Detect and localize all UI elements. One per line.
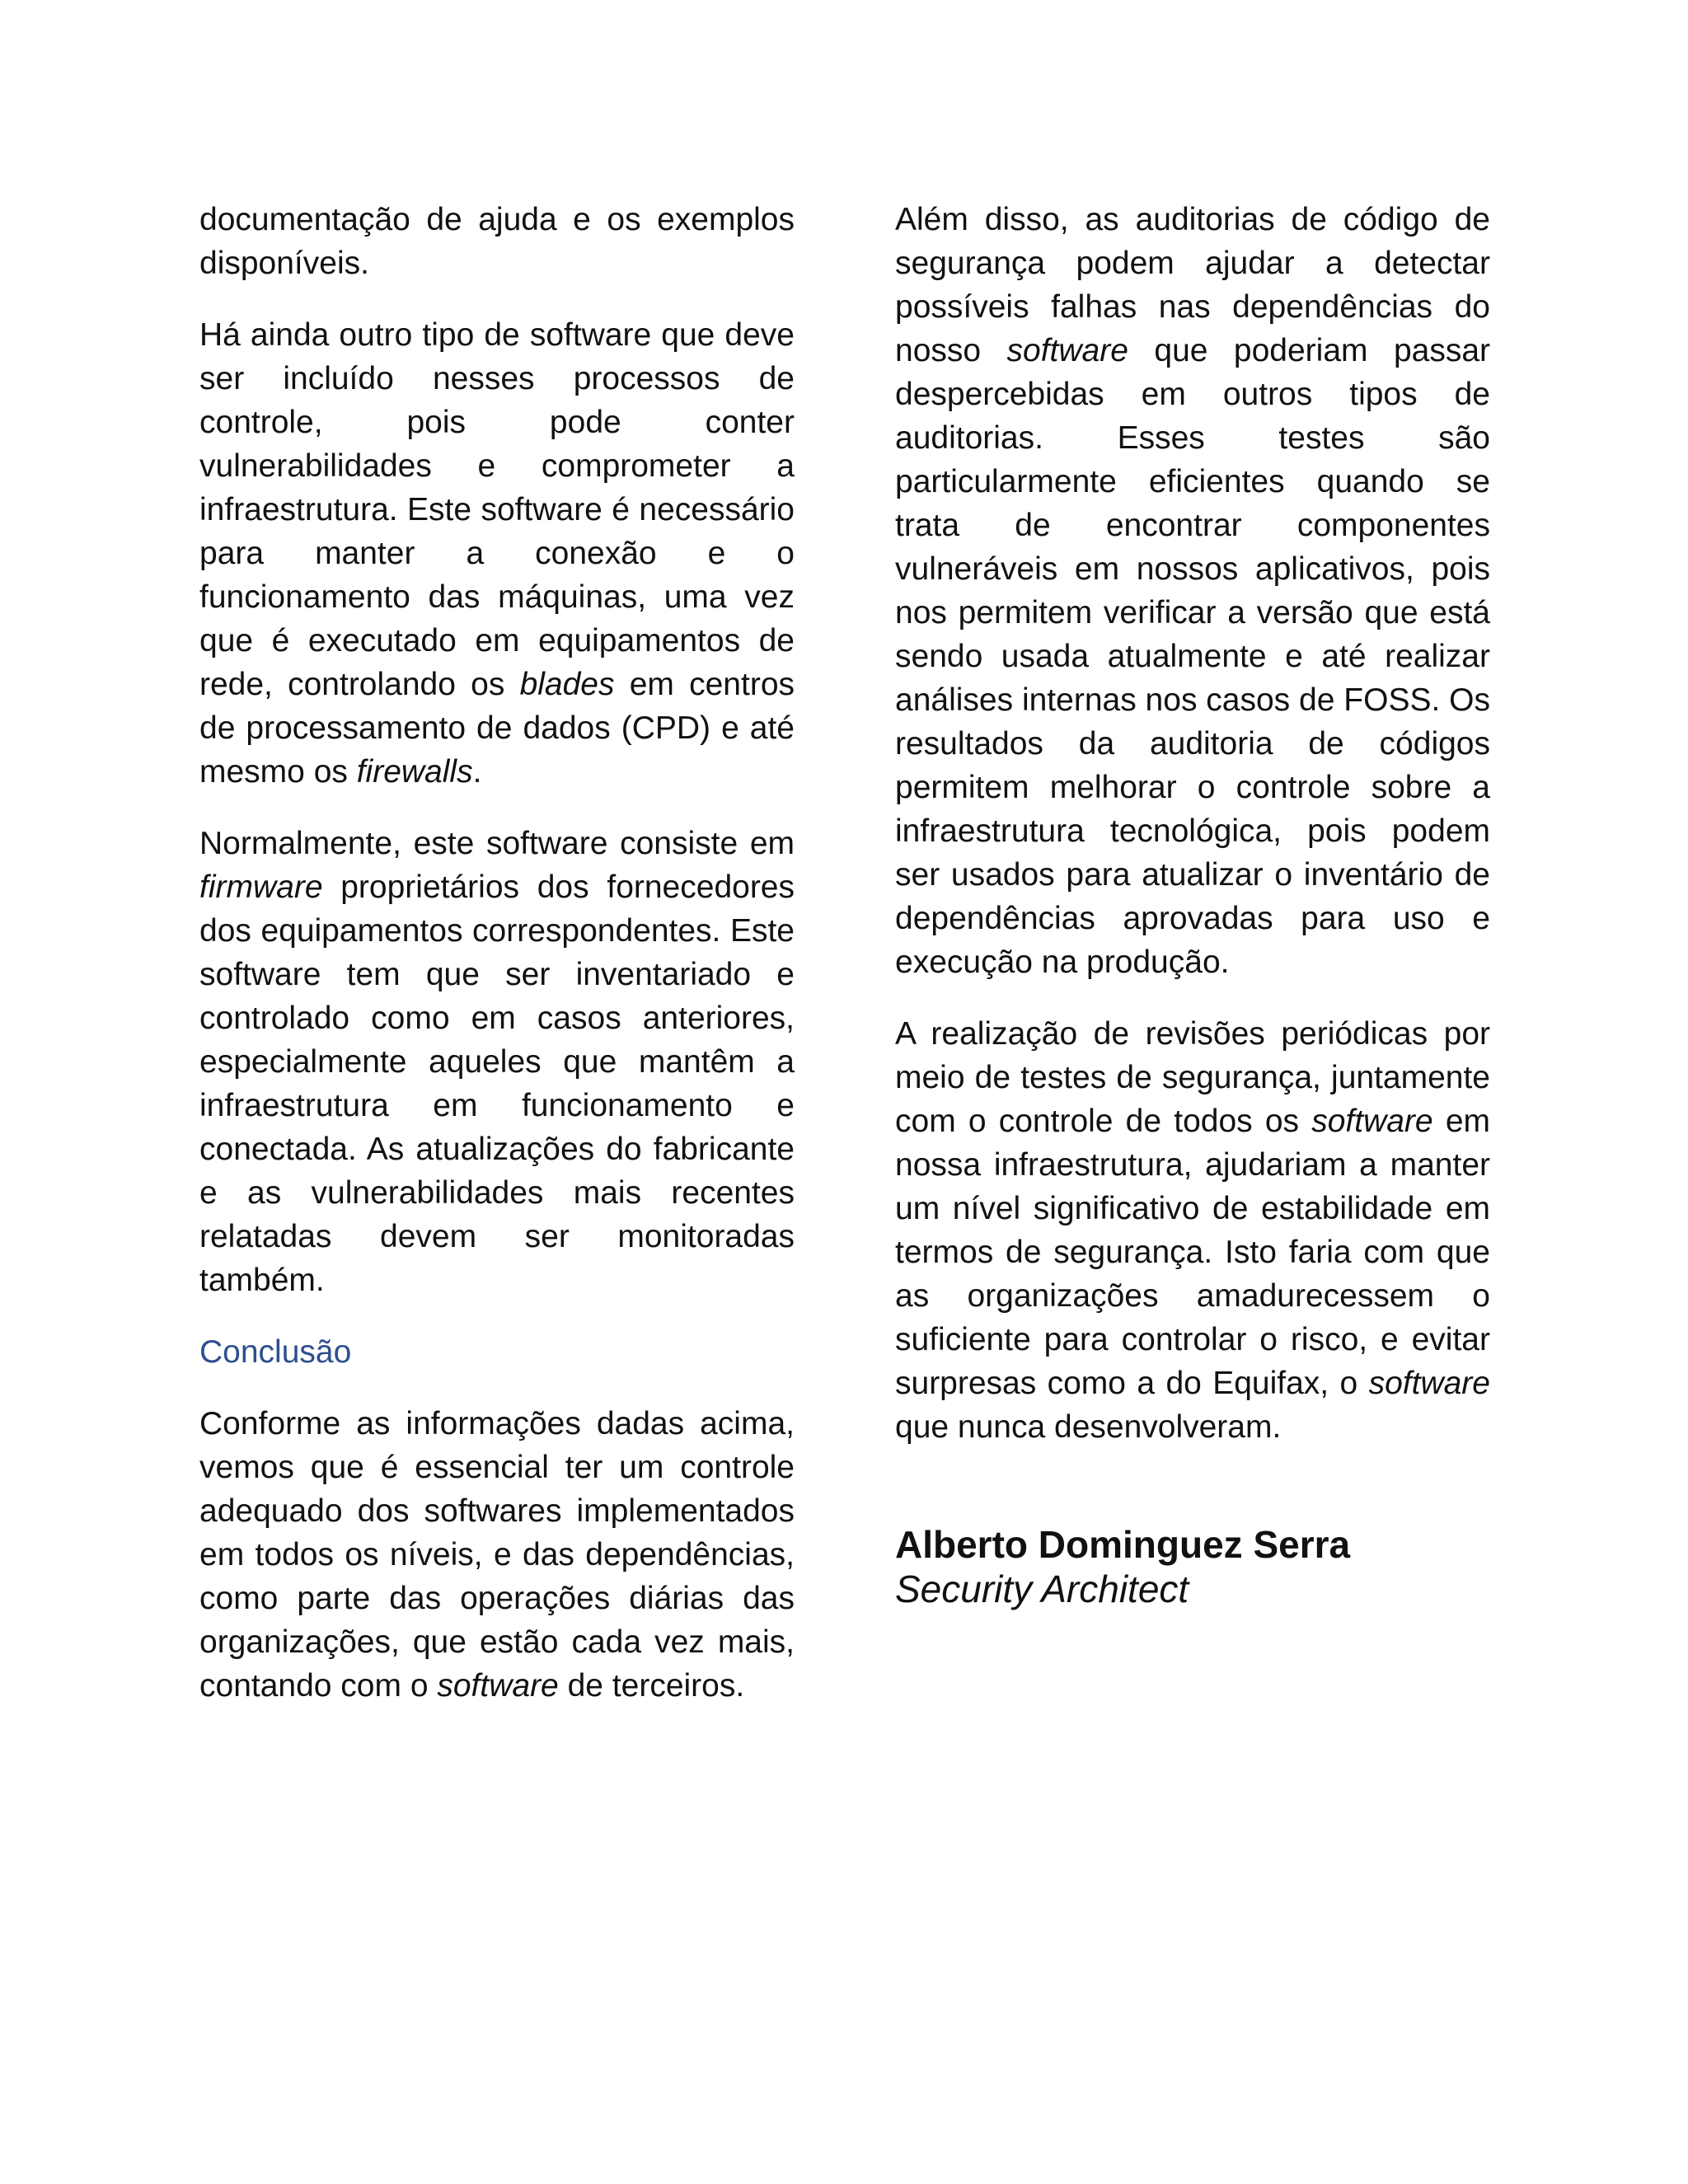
paragraph-firmware: Normalmente, este software consiste em firmware proprietários dos fornecedores dos equipamentos correspondentes. Este software tem que ser inventariado e controlado como em casos anteriores, especialmente aqueles que mantêm a infraestrutura em funcionamento e conectada. As atualizações do fabricante e as vulnerabilidades mais recentes relatadas devem ser monitoradas também. bbox=[199, 826, 795, 1298]
italic-term: blades bbox=[519, 667, 615, 702]
paragraph-infrastructure-software: Há ainda outro tipo de software que deve ser incluído nesses processos de controle, pois pode conter vulnerabilidades e comprometer a infraestrutura. Este software é necessário para manter a conexão e o funcionamento das máquinas, uma vez que é executado em equipamentos de rede, controlando os blades em centros de processamento de dados (CPD) e até mesmo os firewalls. bbox=[199, 317, 795, 790]
italic-term: software bbox=[1006, 333, 1128, 368]
italic-term: firewalls bbox=[356, 754, 473, 790]
left-column bbox=[199, 198, 795, 1736]
paragraph-conclusion: Conforme as informações dadas acima, vemos que é essencial ter um controle adequado dos softwares implementados em todos os níveis, e das dependências, como parte das operações diárias das organizações, que estão cada vez mais, contando com o software de terceiros. bbox=[199, 1406, 795, 1704]
italic-term: software bbox=[437, 1668, 559, 1704]
italic-term: firmware bbox=[199, 869, 323, 905]
author-name: Alberto Dominguez Serra bbox=[895, 1523, 1351, 1566]
paragraph-periodic-reviews: A realização de revisões periódicas por meio de testes de segurança, juntamente com o controle de todos os software em nossa infraestrutura, ajudariam a manter um nível significativo de estabilidade em termos de segurança. Isto faria com que as organizações amadurecessem o suficiente para controlar o risco, e evitar surpresas como a do Equifax, o software que nunca desenvolveram. bbox=[895, 1016, 1490, 1445]
section-heading-conclusion: Conclusão bbox=[199, 1334, 352, 1370]
right-column bbox=[895, 198, 1490, 1477]
italic-term: software bbox=[1311, 1104, 1433, 1139]
paragraph-code-audits: Além disso, as auditorias de código de segurança podem ajudar a detectar possíveis falhas nas dependências do nosso software que poderiam passar despercebidas em outros tipos de auditorias. Esses testes são particularmente eficientes quando se trata de encontrar componentes vulneráveis em nossos aplicativos, pois nos permitem verificar a versão que está sendo usada atualmente e até realizar análises internas nos casos de FOSS. Os resultados da auditoria de códigos permitem melhorar o controle sobre a infraestrutura tecnológica, pois podem ser usados para atualizar o inventário de dependências aprovadas para uso e execução na produção. bbox=[895, 202, 1490, 980]
italic-term: software bbox=[1368, 1366, 1490, 1401]
author-role: Security Architect bbox=[895, 1568, 1189, 1610]
author-signature bbox=[895, 1522, 1490, 1611]
paragraph-help-docs: documentação de ajuda e os exemplos disponíveis. bbox=[199, 202, 795, 281]
